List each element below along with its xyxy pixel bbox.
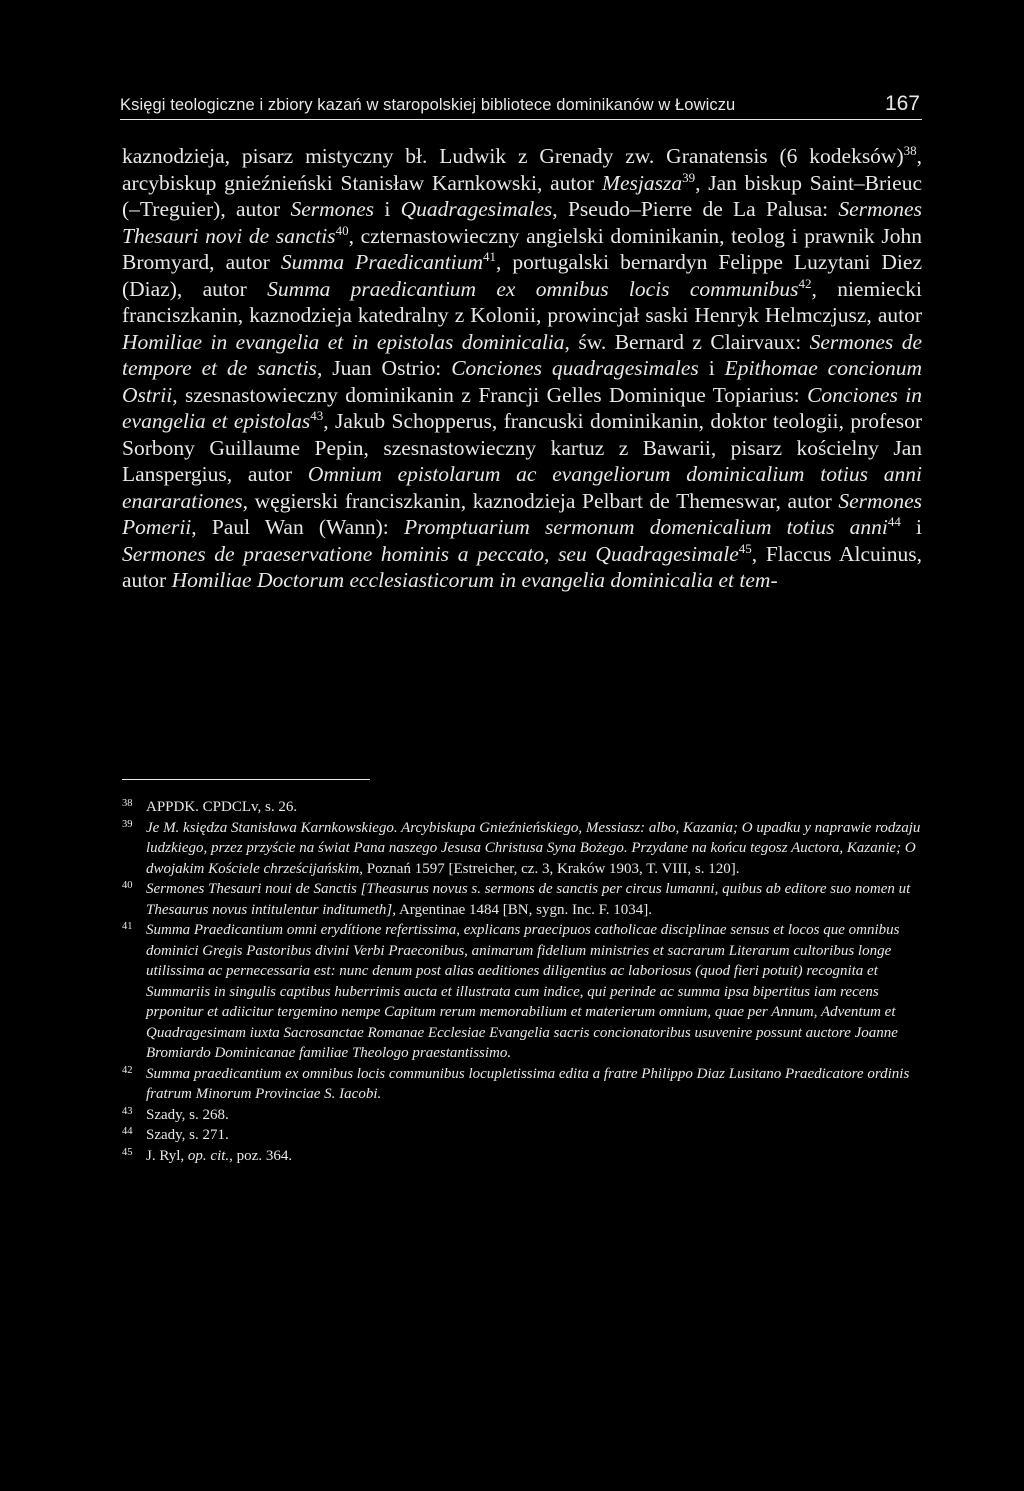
- text-run: , Flaccus Alcuinus, autor: [122, 541, 923, 592]
- footnote-text: [146, 920, 922, 1064]
- work-title: Sermones de praeservatione hominis a peccato, seu Quadragesimale: [122, 541, 739, 566]
- work-title: Promptuarium sermonum domenicalium totius anni: [403, 515, 888, 539]
- text-run: , Paul Wan (Wann):: [191, 515, 404, 539]
- footnote-text-run: Szady, s. 268.: [146, 1106, 229, 1123]
- footnote-ref-43: 43: [310, 408, 324, 424]
- footnote-number: 38: [122, 798, 133, 809]
- text-run: , Juan Ostrio:: [316, 356, 452, 380]
- footnote-text: [146, 797, 922, 818]
- footnote-text: [146, 1125, 922, 1146]
- footnote-italic-run: Je M. księdza Stanisława Karnkowskiego. Arcybiskupa Gnieźnieńskiego, Messiasz: albo, Kazania; O upadku y naprawie rodzaju ludzkiego, przez przyście na świat Pana naszego Jesusa Christusa Syna Bożego. Przydane na końcu tegosz Auctora, Kazanie; O dwojakim Kościele chrześcijańskim,: [146, 819, 921, 877]
- work-title: Conciones quadragesimales: [451, 356, 699, 380]
- footnote-italic-run: op. cit.: [187, 1147, 230, 1164]
- footnote-text-run: APPDK. CPDCLv, s. 26.: [146, 799, 298, 815]
- footnote-number: 42: [122, 1064, 133, 1076]
- text-run: , niemiecki franciszkanin, kaznodzieja katedralny z Kolonii, prowincjał saski Henryk Helmczjusz, autor: [122, 276, 922, 327]
- footnote-43: [122, 1105, 922, 1126]
- footnote-text-run: Szady, s. 271.: [146, 1127, 229, 1143]
- footnote-number: 43: [122, 1105, 133, 1117]
- text-run: , portugalski bernardyn Felippe Luzytani Diez (Diaz), autor: [122, 250, 922, 301]
- footnotes: [122, 797, 922, 1166]
- work-title: Sermones: [290, 197, 375, 221]
- work-title: Sermones de tempore et de sanctis: [122, 329, 922, 380]
- footnote-ref-40: 40: [335, 222, 349, 238]
- text-run: i: [698, 356, 725, 380]
- page-number: 167: [884, 92, 920, 115]
- footnote-text-run: J. Ryl,: [146, 1147, 188, 1164]
- text-run: i: [374, 197, 401, 221]
- footnote-text-run: Argentinae 1484 [BN, sygn. Inc. F. 1034].: [396, 901, 653, 918]
- footnote-text: [146, 1105, 922, 1126]
- text-run: kaznodzieja, pisarz mistyczny bł. Ludwik z Grenady zw. Granatensis (6 kodeksów): [122, 144, 904, 168]
- footnote-italic-run: Summa praedicantium ex omnibus locis communibus locupletissima edita a fratre Philippo Diaz Lusitano Praedicatore ordinis fratrum Minorum Provinciae S. Iacobi.: [146, 1065, 910, 1102]
- text-run: , Jakub Schopperus, francuski dominikanin, doktor teologii, profesor Sorbony Guillaume Pepin, szesnastowieczny kartuz z Bawarii, pisarz kościelny Jan Lanspergius, autor: [122, 409, 922, 486]
- footnote-39: [122, 818, 922, 880]
- main-paragraph: [122, 143, 922, 594]
- text-run: , św. Bernard z Clairvaux:: [564, 329, 810, 354]
- footnote-italic-run: Summa Praedicantium omni erydítione refertissima, explicans praecipuos catholicae disciplinae sensus et locos que omnibus dominici Gregis Pastoribus divini Verbi Praeconibus, animarum fidelium ministries et sacrarum Literarum cultoribus longe utilissima ac pernecessaria est: nunc denum post alias aeditiones diligentius ac laboriosus (quod fieri potuit) recognita et Summariis in singulis captibus huberrimis aucta et illustrata cum indice, qui perinde ac summa ipsa bipertitus iam recens prponitur et adiicitur tergemino nempe Capitum rerum memorabilium et materierum omnium, quae per Annum, Adventum et Quadragesimam iuxta Sacrosanctae Romanae Ecclesiae Evangelia sacris concionatoribus usuvenire possunt auctore Joanne Bromiardo Dominicanae familiae Theologo praestantissimo.: [146, 922, 900, 1061]
- footnote-italic-run: Sermones Thesauri noui de Sanctis [Theasurus novus s. sermons de sanctis per circus lumanni, quibus ab editore suo nomen ut Thesaurus novus intitulentur inditumeth],: [146, 881, 911, 918]
- running-title: Księgi teologiczne i zbiory kazań w staropolskiej bibliotece dominikanów w Łowiczu: [120, 96, 736, 114]
- footnote-number: 41: [122, 921, 133, 932]
- footnote-40: [122, 879, 922, 920]
- footnote-45: [122, 1146, 922, 1167]
- footnote-41: [122, 920, 922, 1064]
- footnote-ref-45: 45: [738, 540, 752, 556]
- work-title: Homiliae Doctorum ecclesiasticorum in evangelia dominicalia et tem-: [171, 568, 778, 592]
- footnote-number: 39: [122, 818, 133, 830]
- text-run: , Pseudo–Pierre de La Palusa:: [552, 197, 839, 221]
- work-title: Summa Praedicantium: [280, 250, 483, 274]
- work-title: Homiliae in evangelia et in epistolas dominicalia: [122, 329, 565, 354]
- work-title: Summa praedicantium ex omnibus locis communibus: [267, 276, 799, 301]
- footnote-44: [122, 1125, 922, 1146]
- text-run: , czternastowieczny angielski dominikanin, teolog i prawnik John Bromyard, autor: [122, 223, 922, 274]
- work-title: Quadragesimales: [400, 197, 553, 221]
- footnote-ref-44: 44: [887, 514, 901, 530]
- footnote-text: [146, 879, 922, 920]
- footnote-text: [146, 818, 922, 880]
- footnote-ref-38: 38: [903, 143, 917, 159]
- work-title: Conciones in evangelia et epistolas: [122, 382, 922, 433]
- footnote-number: 44: [122, 1126, 133, 1137]
- text-run: , Jan biskup Saint–Brieuc (–Treguier), autor: [122, 170, 922, 221]
- text-run: , węgierski franciszkanin, kaznodzieja Pelbart de Themeswar, autor: [242, 488, 839, 513]
- running-header: [120, 92, 922, 120]
- footnote-text-run: Poznań 1597 [Estreicher, cz. 3, Kraków 1903, T. VIII, s. 120].: [363, 860, 740, 877]
- footnote-number: 40: [122, 880, 133, 891]
- footnote-38: [122, 797, 922, 818]
- work-title: Epithomae concionum Ostrii: [122, 356, 922, 407]
- text-run: , arcybiskup gnieźnieński Stanisław Karnkowski, autor: [122, 144, 922, 195]
- text-run: i: [900, 515, 923, 539]
- footnote-42: [122, 1064, 922, 1105]
- footnote-text-run: , poz. 364.: [229, 1147, 293, 1164]
- footnote-text: [146, 1064, 922, 1105]
- work-title: Mesjasza: [602, 170, 683, 195]
- work-title: Omnium epistolarum ac evangeliorum dominicalium totius anni enararationes: [122, 462, 923, 513]
- work-title: Sermones Pomerii: [122, 488, 922, 539]
- text-run: , szesnastowieczny dominikanin z Francji Gelles Dominique Topiarius:: [172, 382, 808, 407]
- footnote-ref-41: 41: [482, 249, 496, 265]
- footnote-number: 45: [122, 1146, 133, 1158]
- footnote-ref-42: 42: [798, 275, 812, 291]
- work-title: Sermones Thesauri novi de sanctis: [122, 197, 922, 248]
- footnote-text: [146, 1146, 922, 1167]
- footnote-ref-39: 39: [682, 169, 696, 185]
- footnote-separator: [122, 779, 370, 780]
